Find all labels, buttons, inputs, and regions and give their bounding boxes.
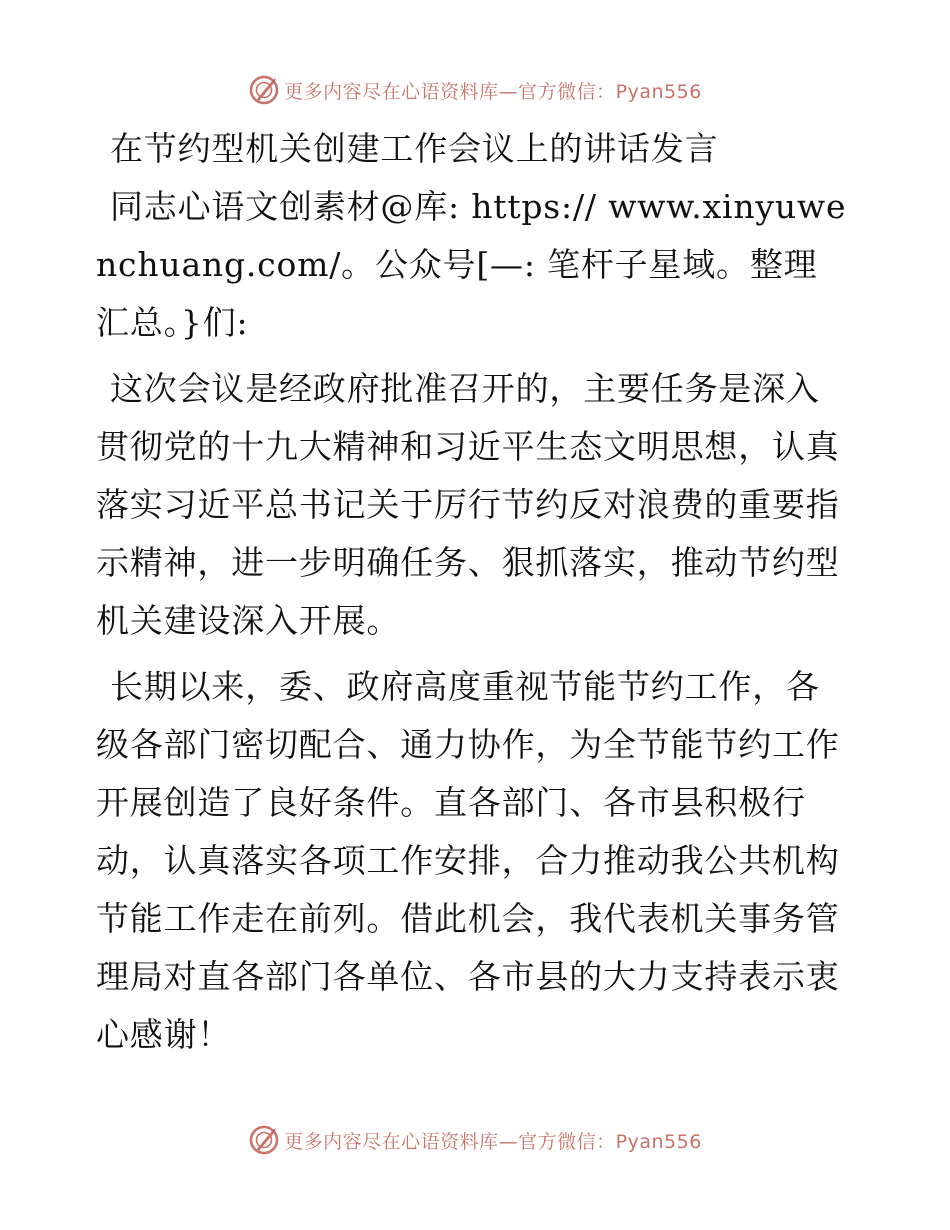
header-watermark-banner: [0, 70, 950, 110]
pen-logo-icon: [248, 1124, 280, 1156]
salutation-line: 同志心语文创素材@库: https:// www.xinyuwenchuang.com/。公众号[—: 笔杆子星域。整理汇总。}们:: [96, 187, 847, 342]
watermark-text: 更多内容尽在心语资料库—官方微信：Pyan556: [284, 80, 702, 103]
pen-logo-icon: [248, 74, 280, 106]
document-title: 在节约型机关创建工作会议上的讲话发言: [110, 129, 719, 168]
watermark-text: 更多内容尽在心语资料库—官方微信：Pyan556: [284, 1130, 702, 1153]
footer-watermark-banner: [0, 1120, 950, 1160]
document-body: [96, 120, 850, 1064]
paragraph-1: 这次会议是经政府批准召开的，主要任务是深入贯彻党的十九大精神和习近平生态文明思想，认真落实习近平总书记关于厉行节约反对浪费的重要指示精神，进一步明确任务、狠抓落实，推动节约型机关建设深入开展。: [96, 369, 840, 640]
paragraph-2: 长期以来，委、政府高度重视节能节约工作，各级各部门密切配合、通力协作，为全节能节约工作开展创造了良好条件。直各部门、各市县积极行动，认真落实各项工作安排，合力推动我公共机构节能工作走在前列。借此机会，我代表机关事务管理局对直各部门各单位、各市县的大力支持表示衷心感谢！: [96, 667, 840, 1054]
